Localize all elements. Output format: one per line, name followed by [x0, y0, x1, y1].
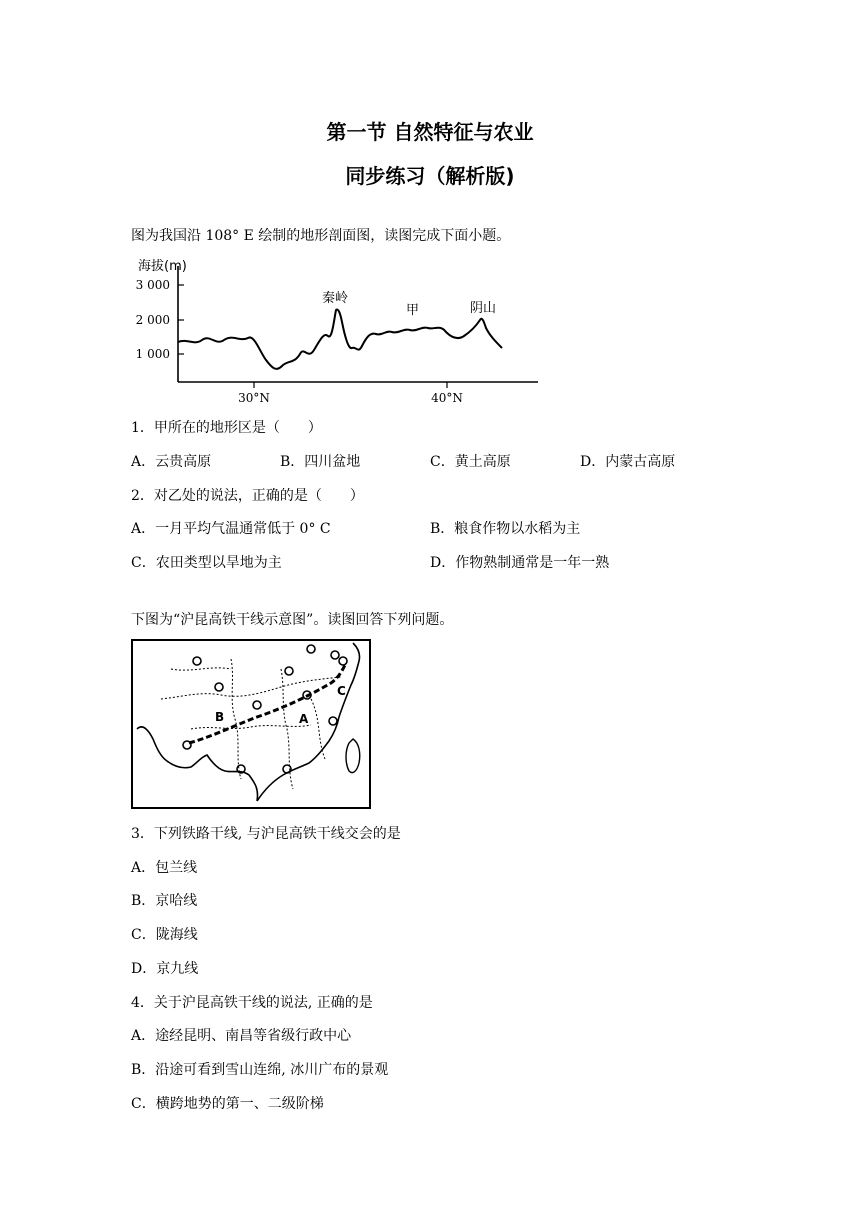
page-title: 第一节 自然特征与农业 [326, 120, 534, 144]
map-label-c: C [337, 684, 346, 698]
railway-map-svg [131, 639, 373, 811]
taiwan-island [346, 739, 360, 773]
terrain-profile-figure [130, 250, 570, 408]
x-tick-label: 30°N [238, 391, 270, 405]
question-3-stem: 3．下列铁路干线, 与沪昆高铁干线交会的是 [131, 826, 401, 842]
q3-option-d[interactable]: D．京九线 [131, 961, 199, 977]
q1-option-c[interactable]: C．黄土高原 [430, 454, 511, 470]
map-label-a: A [299, 712, 309, 726]
railway-line [189, 665, 345, 743]
q1-option-b[interactable]: B．四川盆地 [280, 454, 361, 470]
y-tick-label: 2 000 [135, 313, 170, 327]
group1-intro: 图为我国沿 108° E 绘制的地形剖面图，读图完成下面小题。 [131, 228, 511, 244]
city-marker [307, 645, 315, 653]
y-tick-label: 3 000 [135, 278, 170, 292]
terrain-profile-svg [130, 250, 570, 408]
railway-map-figure [131, 639, 373, 811]
q1-option-a[interactable]: A．云贵高原 [131, 454, 212, 470]
q3-option-b[interactable]: B．京哈线 [131, 893, 198, 909]
y-tick-label: 1 000 [135, 347, 170, 361]
map-label-b: B [215, 710, 225, 724]
place-label-jia: 甲 [406, 303, 420, 318]
question-4-stem: 4．关于沪昆高铁干线的说法, 正确的是 [131, 995, 373, 1011]
city-marker [193, 657, 201, 665]
q4-option-a[interactable]: A．途经昆明、南昌等省级行政中心 [131, 1028, 352, 1044]
city-marker [331, 651, 339, 659]
elevation-profile-line [178, 310, 502, 369]
city-markers [183, 645, 347, 773]
page-subtitle: 同步练习（解析版) [345, 164, 515, 188]
city-marker [253, 701, 261, 709]
q4-option-b[interactable]: B．沿途可看到雪山连绵, 冰川广布的景观 [131, 1062, 389, 1078]
question-1-stem: 1．甲所在的地形区是（ ） [131, 420, 322, 436]
city-marker [215, 683, 223, 691]
y-axis-label: 海拔(m) [138, 259, 187, 274]
provincial-borders [161, 659, 341, 789]
city-marker [183, 741, 191, 749]
place-label-qinling: 秦岭 [322, 291, 349, 306]
x-tick-label: 40°N [431, 391, 463, 405]
q3-option-a[interactable]: A．包兰线 [131, 860, 198, 876]
q1-option-d[interactable]: D．内蒙古高原 [580, 454, 676, 470]
q2-option-a[interactable]: A．一月平均气温通常低于 0° C [131, 521, 331, 537]
city-marker [339, 657, 347, 665]
place-label-yinshan: 阴山 [470, 301, 497, 316]
q2-option-c[interactable]: C．农田类型以旱地为主 [131, 555, 282, 571]
q2-option-b[interactable]: B．粮食作物以水稻为主 [430, 521, 581, 537]
q2-option-d[interactable]: D．作物熟制通常是一年一熟 [430, 555, 610, 571]
q4-option-c[interactable]: C．横跨地势的第一、二级阶梯 [131, 1096, 324, 1112]
question-2-stem: 2．对乙处的说法，正确的是（ ） [131, 488, 364, 504]
group2-intro: 下图为“沪昆高铁干线示意图”。读图回答下列问题。 [131, 612, 454, 628]
q3-option-c[interactable]: C．陇海线 [131, 927, 198, 943]
city-marker [329, 717, 337, 725]
city-marker [285, 667, 293, 675]
